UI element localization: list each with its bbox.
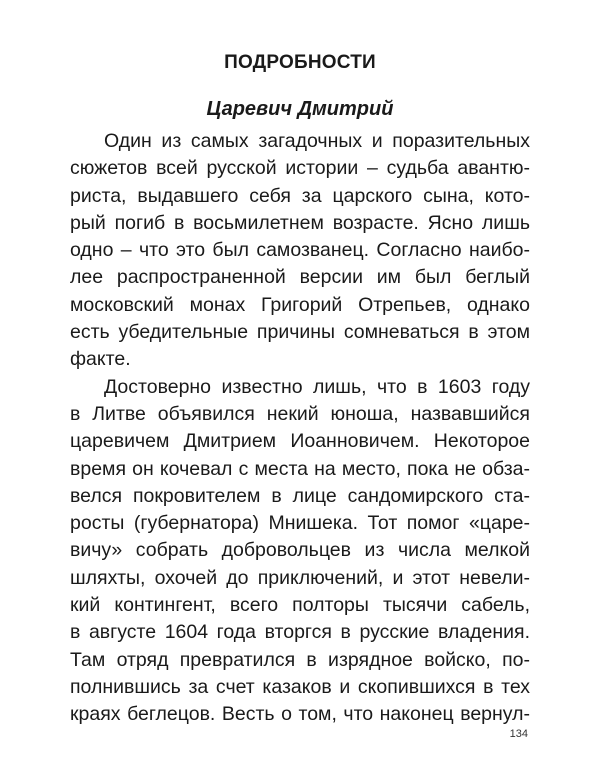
text-line: московский монах Григорий Отрепьев, однако <box>70 293 530 316</box>
text-line: вичу» собрать добровольцев из числа мелкой <box>70 539 530 562</box>
text-line: время он кочевал с места на место, пока не обза- <box>70 457 530 480</box>
text-line: лее распространенной версии им был беглый <box>70 266 530 289</box>
page-number: 134 <box>509 728 528 740</box>
text-line: краях беглецов. Весть о том, что наконец вернул- <box>70 703 530 726</box>
text-line: в Литве объявился некий юноша, назвавшийся <box>70 402 530 425</box>
text-line: росты (губернатора) Мнишека. Тот помог «царе- <box>70 512 530 535</box>
text-line: шляхты, охочей до приключений, и этот невели- <box>70 566 530 589</box>
text-line: кий контингент, всего полторы тысячи сабель, <box>70 594 530 617</box>
text-line: Один из самых загадочных и поразительных <box>104 130 530 152</box>
text-line: есть убедительные причины сомневаться в этом <box>70 321 530 344</box>
text-line: Достоверно известно лишь, что в 1603 году <box>104 375 530 398</box>
text-line: рый погиб в восьмилетнем возрасте. Ясно лишь <box>70 211 530 234</box>
text-line: одно – что это был самозванец. Согласно наибо- <box>70 239 530 262</box>
text-line: сюжетов всей русской истории – судьба авантю- <box>70 157 530 180</box>
text-line: в августе 1604 года вторгся в русские владения. <box>70 621 530 644</box>
text-line: полнившись за счет казаков и скопившихся в тех <box>70 675 530 698</box>
chapter-title: Царевич Дмитрий <box>206 98 394 120</box>
text-line: факте. <box>70 348 131 371</box>
text-line: царевичем Дмитрием Иоанновичем. Некоторое <box>70 430 530 453</box>
text-line: велся покровителем в лице сандомирского ста- <box>70 484 530 507</box>
text-line: Там отряд превратился в изрядное войско, по- <box>70 648 530 671</box>
text-line: риста, выдавшего себя за царского сына, кото- <box>70 184 530 207</box>
section-heading: ПОДРОБНОСТИ <box>224 52 376 73</box>
body-text <box>70 128 530 729</box>
